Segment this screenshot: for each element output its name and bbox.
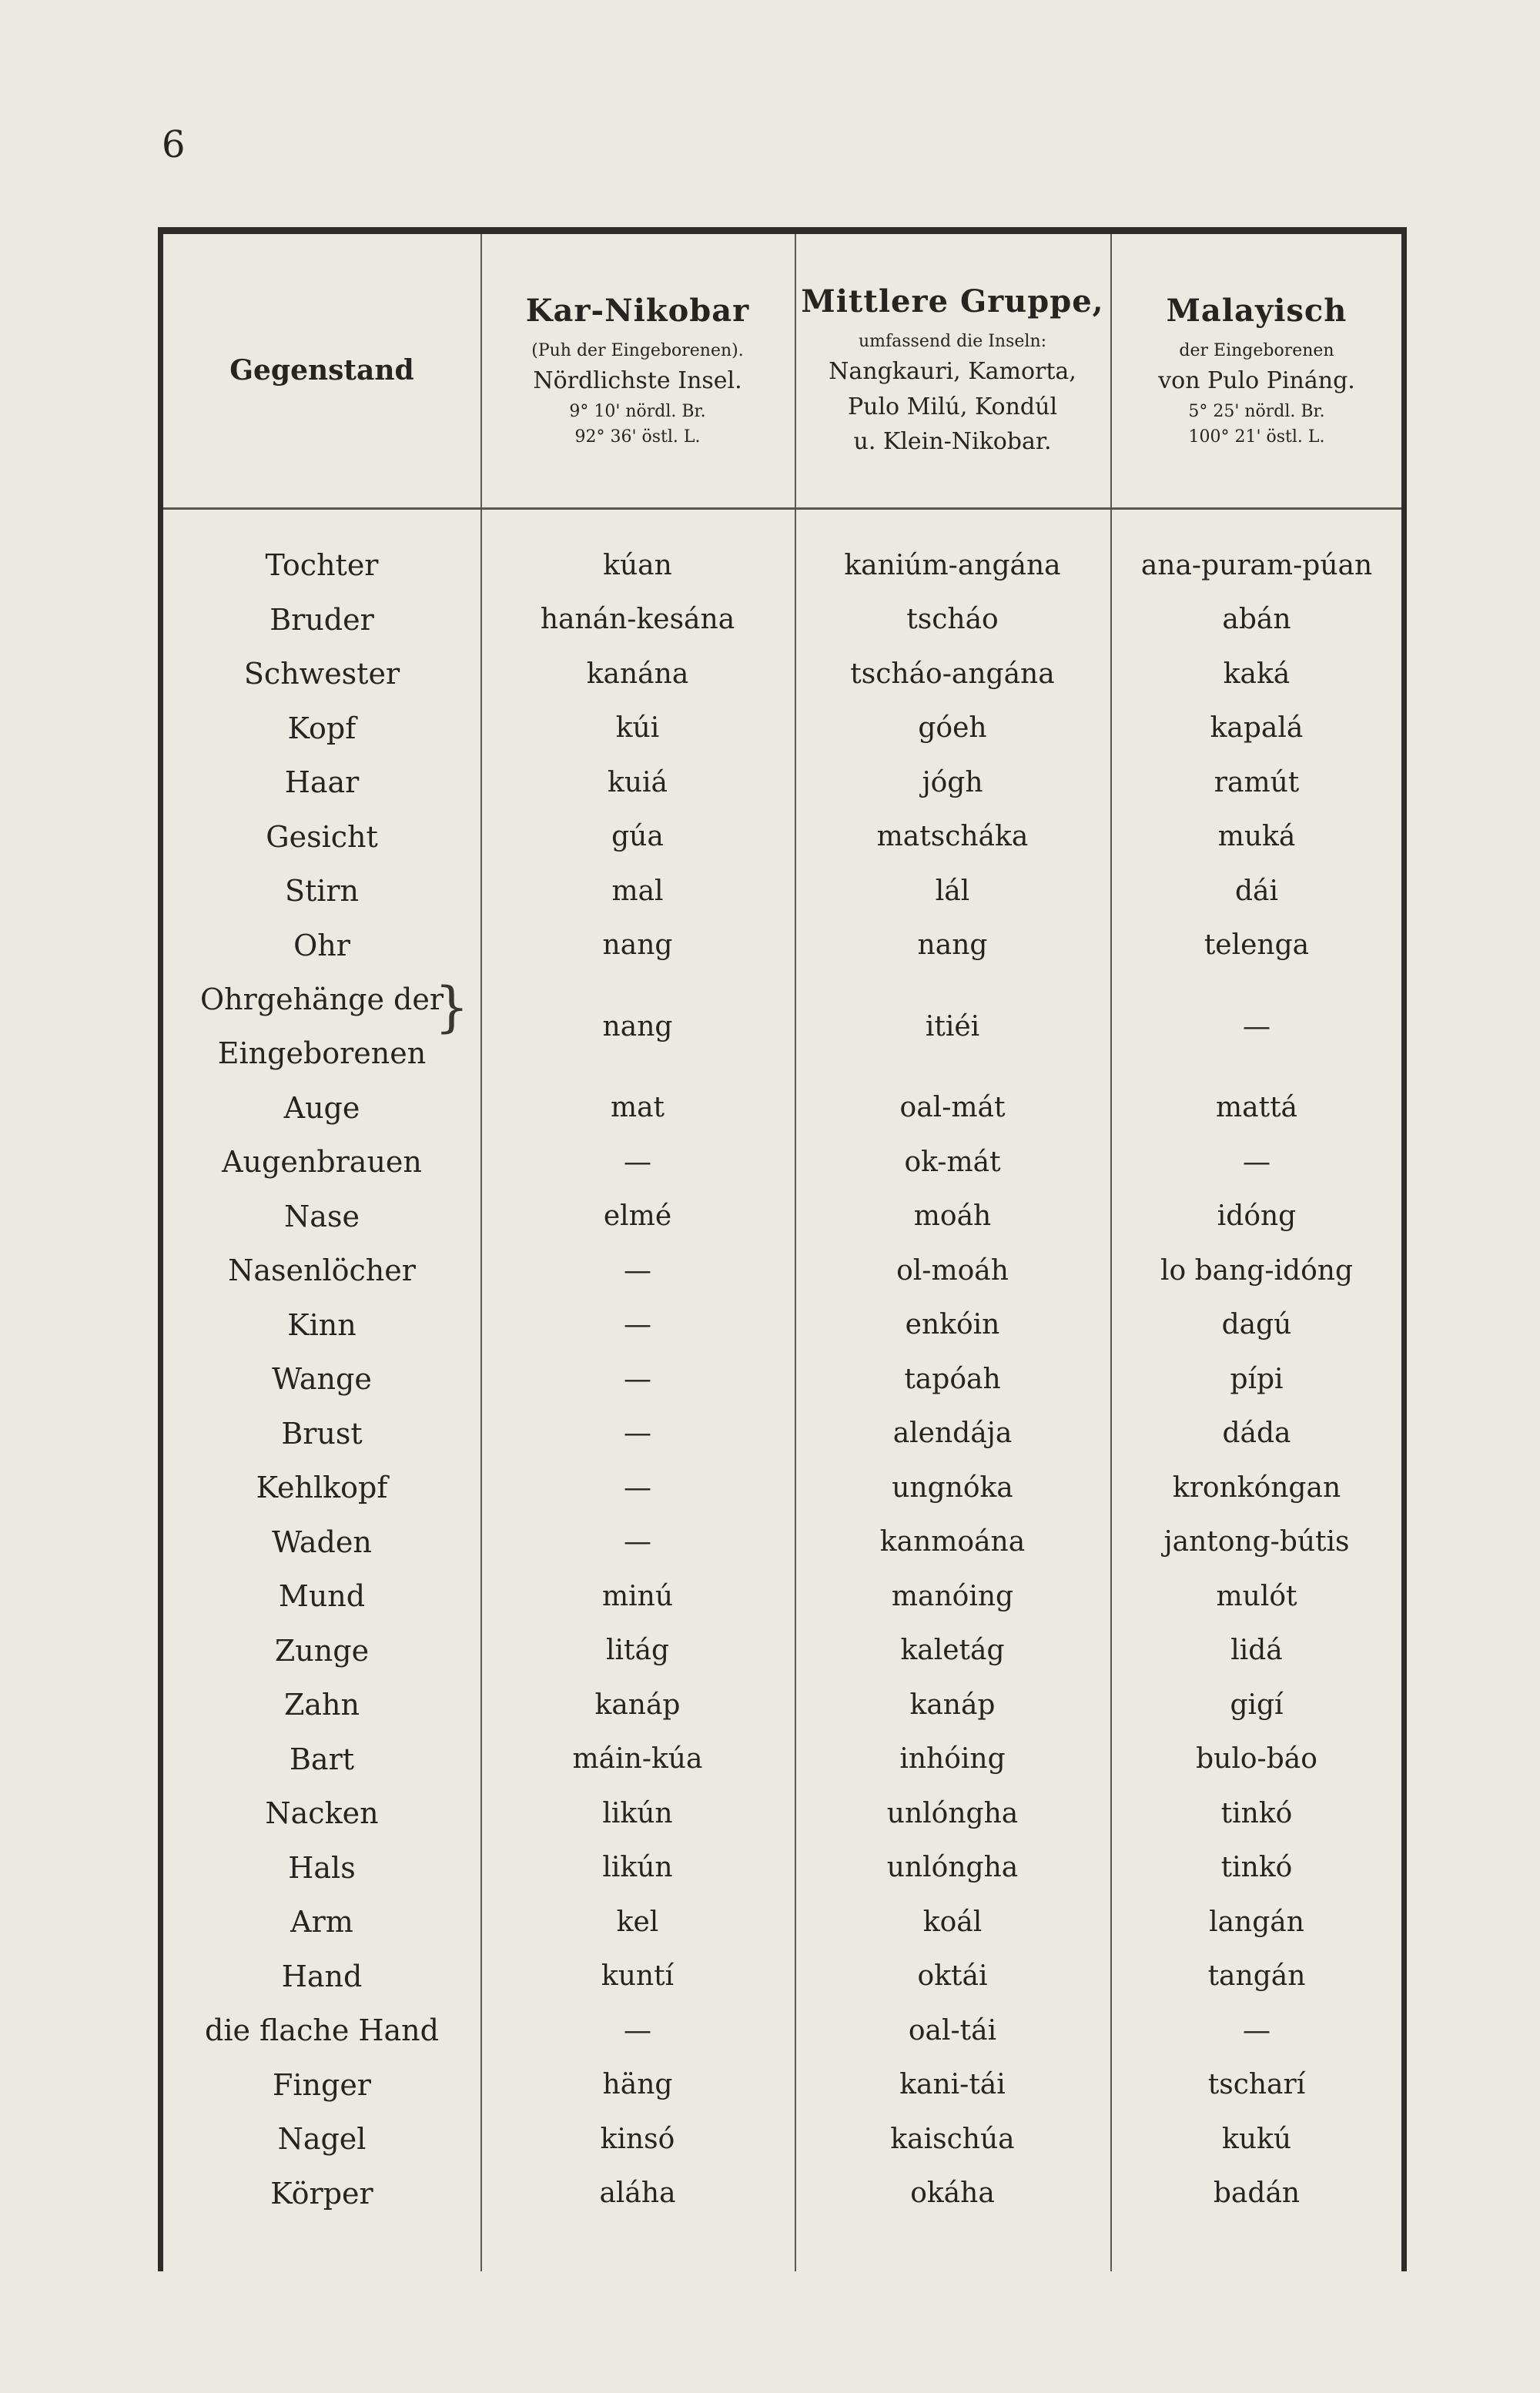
term-line: Eingeborenen xyxy=(217,1036,427,1070)
table-row xyxy=(163,1247,1401,1294)
term-cell: Nase xyxy=(284,1199,360,1233)
term-cell: Gesicht xyxy=(266,819,378,854)
table-row xyxy=(163,1845,1401,1891)
mittlere-gruppe-cell: kaniúm-angána xyxy=(844,549,1061,581)
malayisch-cell: idóng xyxy=(1217,1200,1297,1233)
mittlere-gruppe-cell: kanmoána xyxy=(879,1526,1026,1558)
table-row xyxy=(163,759,1401,805)
kar-nikobar-cell: kuntí xyxy=(601,1960,675,1993)
table-row xyxy=(163,1899,1401,1945)
malayisch-cell: ramút xyxy=(1214,766,1300,798)
term-cell: Kehlkopf xyxy=(256,1471,388,1505)
mittlere-gruppe-cell: itiéi xyxy=(925,1010,980,1043)
kar-nikobar-cell: aláha xyxy=(599,2177,676,2210)
table-row xyxy=(163,542,1401,588)
mittlere-gruppe-cell: kanáp xyxy=(909,1688,996,1721)
kar-nikobar-cell: nang xyxy=(602,1010,673,1043)
term-cell: Finger xyxy=(273,2067,371,2102)
table-row xyxy=(163,2170,1401,2217)
table-row xyxy=(163,1193,1401,1240)
kar-nikobar-cell: — xyxy=(624,2014,651,2047)
table-row xyxy=(163,1356,1401,1402)
mittlere-gruppe-cell: oal-mát xyxy=(899,1092,1006,1124)
term-cell: Auge xyxy=(283,1090,360,1125)
term-cell: Ohr xyxy=(293,928,350,962)
mittlere-gruppe-cell: ungnóka xyxy=(892,1471,1013,1504)
term-cell: die flache Hand xyxy=(205,2013,439,2048)
malayisch-cell: pípi xyxy=(1230,1363,1284,1395)
mittlere-gruppe-cell: inhóing xyxy=(899,1743,1006,1776)
malayisch-cell: lidá xyxy=(1230,1635,1283,1667)
malayisch-cell: dagú xyxy=(1221,1309,1292,1341)
mittlere-gruppe-cell: tscháo xyxy=(906,604,999,635)
header-mittlere-gruppe xyxy=(795,234,1110,507)
header-kar-nikobar-line2: Nördlichste Insel. xyxy=(533,367,742,394)
term-cell: Brust xyxy=(281,1416,363,1451)
term-line: Ohrgehänge der xyxy=(199,982,444,1016)
page-number: 6 xyxy=(162,123,186,166)
term-cell: Bruder xyxy=(270,602,374,637)
header-mittlere-gruppe-line2: Nangkauri, Kamorta, xyxy=(829,358,1076,385)
kar-nikobar-cell: kanána xyxy=(586,658,689,690)
mittlere-gruppe-cell: ol-moáh xyxy=(896,1254,1009,1287)
table-row xyxy=(163,1085,1401,1131)
table-row xyxy=(163,976,1401,1070)
mittlere-gruppe-cell: koál xyxy=(922,1906,983,1938)
malayisch-cell: gigí xyxy=(1230,1688,1284,1721)
malayisch-cell: lo bang-idóng xyxy=(1160,1254,1353,1287)
header-malayisch-line3: 5° 25' nördl. Br. xyxy=(1188,401,1325,421)
kar-nikobar-cell: likún xyxy=(602,1852,673,1884)
malayisch-cell: kronkóngan xyxy=(1172,1471,1341,1504)
table-row xyxy=(163,597,1401,643)
table-row xyxy=(163,651,1401,697)
kar-nikobar-cell: kinsó xyxy=(600,2123,675,2155)
mittlere-gruppe-cell: oktái xyxy=(917,1960,988,1993)
term-cell: Augenbrauen xyxy=(222,1145,422,1180)
term-cell: Wange xyxy=(272,1362,372,1397)
mittlere-gruppe-cell: alendája xyxy=(892,1417,1013,1450)
table-row xyxy=(163,1573,1401,1619)
malayisch-cell: dái xyxy=(1234,875,1279,907)
header-kar-nikobar-title: Kar-Nikobar xyxy=(525,292,750,329)
term-cell: Nagel xyxy=(277,2122,367,2157)
term-cell: Waden xyxy=(272,1524,372,1559)
kar-nikobar-cell: häng xyxy=(602,2069,673,2101)
mittlere-gruppe-cell: manóing xyxy=(891,1580,1014,1612)
kar-nikobar-cell: — xyxy=(624,1526,651,1558)
malayisch-cell: tinkó xyxy=(1220,1852,1293,1884)
table-row xyxy=(163,1953,1401,2000)
mittlere-gruppe-cell: kaletág xyxy=(900,1635,1005,1667)
kar-nikobar-cell: likún xyxy=(602,1797,673,1829)
term-cell: Kinn xyxy=(287,1307,357,1342)
term-cell: Zahn xyxy=(283,1688,360,1722)
malayisch-cell: tinkó xyxy=(1220,1797,1293,1829)
mittlere-gruppe-cell: unlóngha xyxy=(886,1797,1019,1829)
header-mittlere-gruppe-line1: umfassend die Inseln: xyxy=(858,331,1047,351)
malayisch-cell: telenga xyxy=(1204,929,1310,961)
mittlere-gruppe-cell: unlóngha xyxy=(886,1852,1019,1884)
kar-nikobar-cell: kuiá xyxy=(608,766,668,798)
mittlere-gruppe-cell: tapóah xyxy=(904,1363,1001,1395)
header-malayisch-title: Malayisch xyxy=(1166,292,1348,329)
malayisch-cell: — xyxy=(1243,2014,1270,2047)
malayisch-cell: — xyxy=(1243,1146,1270,1178)
table-row xyxy=(163,1411,1401,1457)
malayisch-cell: bulo-báo xyxy=(1196,1743,1317,1776)
malayisch-cell: mulót xyxy=(1216,1580,1297,1612)
kar-nikobar-cell: — xyxy=(624,1417,651,1450)
mittlere-gruppe-cell: tscháo-angána xyxy=(850,658,1055,690)
malayisch-cell: ana-puram-púan xyxy=(1140,549,1373,581)
kar-nikobar-cell: hanán-kesána xyxy=(540,604,735,635)
table-row xyxy=(163,1302,1401,1348)
malayisch-cell: tangán xyxy=(1207,1960,1306,1993)
term-cell: Nacken xyxy=(265,1796,379,1831)
header-malayisch-line1: der Eingeborenen xyxy=(1179,340,1334,360)
table-row xyxy=(163,1736,1401,1782)
mittlere-gruppe-cell: ok-mát xyxy=(904,1146,1001,1178)
kar-nikobar-cell: nang xyxy=(602,929,673,961)
header-kar-nikobar xyxy=(480,234,795,507)
kar-nikobar-cell: — xyxy=(624,1309,651,1341)
mittlere-gruppe-cell: lál xyxy=(935,875,970,907)
header-mittlere-gruppe-title: Mittlere Gruppe, xyxy=(801,283,1104,320)
table-row xyxy=(163,1682,1401,1728)
kar-nikobar-cell: litág xyxy=(605,1635,669,1667)
kar-nikobar-cell: kúan xyxy=(603,549,672,581)
header-gegenstand xyxy=(163,234,480,507)
header-malayisch xyxy=(1110,234,1403,507)
kar-nikobar-cell: kel xyxy=(616,1906,659,1938)
mittlere-gruppe-cell: góeh xyxy=(918,712,987,744)
term-cell: Körper xyxy=(270,2176,373,2211)
header-malayisch-line4: 100° 21' östl. L. xyxy=(1188,427,1325,447)
malayisch-cell: — xyxy=(1243,1010,1270,1043)
malayisch-cell: kukú xyxy=(1222,2123,1291,2155)
malayisch-cell: tscharí xyxy=(1207,2069,1306,2101)
table-row xyxy=(163,1139,1401,1185)
kar-nikobar-cell: gúa xyxy=(611,821,664,852)
kar-nikobar-cell: elmé xyxy=(603,1200,672,1233)
table-row xyxy=(163,1519,1401,1565)
malayisch-cell: abán xyxy=(1222,604,1291,635)
term-cell: Schwester xyxy=(243,657,400,691)
table-row xyxy=(163,1790,1401,1836)
term-cell: Arm xyxy=(290,1905,353,1940)
table-row xyxy=(163,705,1401,751)
kar-nikobar-cell: minú xyxy=(601,1580,674,1612)
kar-nikobar-cell: máin-kúa xyxy=(572,1743,703,1776)
mittlere-gruppe-cell: kaischúa xyxy=(890,2123,1015,2155)
header-gegenstand-title: Gegenstand xyxy=(229,354,414,387)
malayisch-cell: kaká xyxy=(1223,658,1291,690)
table-row xyxy=(163,1464,1401,1511)
term-cell: Haar xyxy=(284,765,360,799)
mittlere-gruppe-cell: moáh xyxy=(913,1200,992,1233)
malayisch-cell: badán xyxy=(1213,2177,1301,2210)
term-cell: Nasenlöcher xyxy=(228,1253,416,1288)
term-cell: Stirn xyxy=(284,874,360,908)
term-cell: Tochter xyxy=(265,548,379,582)
term-cell: Kopf xyxy=(287,711,357,745)
mittlere-gruppe-cell: matscháka xyxy=(876,821,1029,852)
header-divider xyxy=(163,507,1401,510)
malayisch-cell: langán xyxy=(1209,1906,1304,1938)
malayisch-cell: dáda xyxy=(1222,1417,1291,1450)
malayisch-cell: kapalá xyxy=(1210,712,1304,744)
header-kar-nikobar-line1: (Puh der Eingeborenen). xyxy=(531,340,744,360)
malayisch-cell: jantong-bútis xyxy=(1163,1526,1350,1558)
malayisch-cell: mattá xyxy=(1216,1092,1297,1124)
mittlere-gruppe-cell: kani-tái xyxy=(899,2069,1006,2101)
kar-nikobar-cell: — xyxy=(624,1146,651,1178)
header-kar-nikobar-line4: 92° 36' östl. L. xyxy=(574,427,701,447)
mittlere-gruppe-cell: enkóin xyxy=(905,1309,1000,1341)
header-kar-nikobar-line3: 9° 10' nördl. Br. xyxy=(569,401,706,421)
table-row xyxy=(163,1628,1401,1674)
term-cell: Zunge xyxy=(274,1633,370,1668)
table-row xyxy=(163,2007,1401,2053)
malayisch-cell: muká xyxy=(1217,821,1296,852)
kar-nikobar-cell: — xyxy=(624,1471,651,1504)
table-row xyxy=(163,922,1401,969)
header-mittlere-gruppe-line3: Pulo Milú, Kondúl xyxy=(847,393,1058,420)
vocabulary-table xyxy=(158,227,1407,2271)
term-cell: Mund xyxy=(278,1579,366,1614)
term-cell: Hand xyxy=(281,1959,363,1993)
header-mittlere-gruppe-line4: u. Klein-Nikobar. xyxy=(853,428,1052,455)
kar-nikobar-cell: mal xyxy=(611,875,664,907)
mittlere-gruppe-cell: oal-tái xyxy=(908,2014,997,2047)
kar-nikobar-cell: mat xyxy=(610,1092,665,1124)
table-row xyxy=(163,2116,1401,2162)
term-cell: Bart xyxy=(289,1742,354,1776)
table-row xyxy=(163,868,1401,914)
table-row xyxy=(163,2062,1401,2108)
header-malayisch-line2: von Pulo Pináng. xyxy=(1158,367,1355,394)
kar-nikobar-cell: kúi xyxy=(615,712,660,744)
mittlere-gruppe-cell: jógh xyxy=(922,766,983,798)
kar-nikobar-cell: — xyxy=(624,1363,651,1395)
mittlere-gruppe-cell: okáha xyxy=(910,2177,995,2210)
term-cell: Hals xyxy=(288,1850,356,1885)
mittlere-gruppe-cell: nang xyxy=(917,929,988,961)
kar-nikobar-cell: kanáp xyxy=(594,1688,681,1721)
brace-mark: } xyxy=(434,976,469,1039)
table-row xyxy=(163,814,1401,860)
term-cell xyxy=(163,972,480,1080)
kar-nikobar-cell: — xyxy=(624,1254,651,1287)
